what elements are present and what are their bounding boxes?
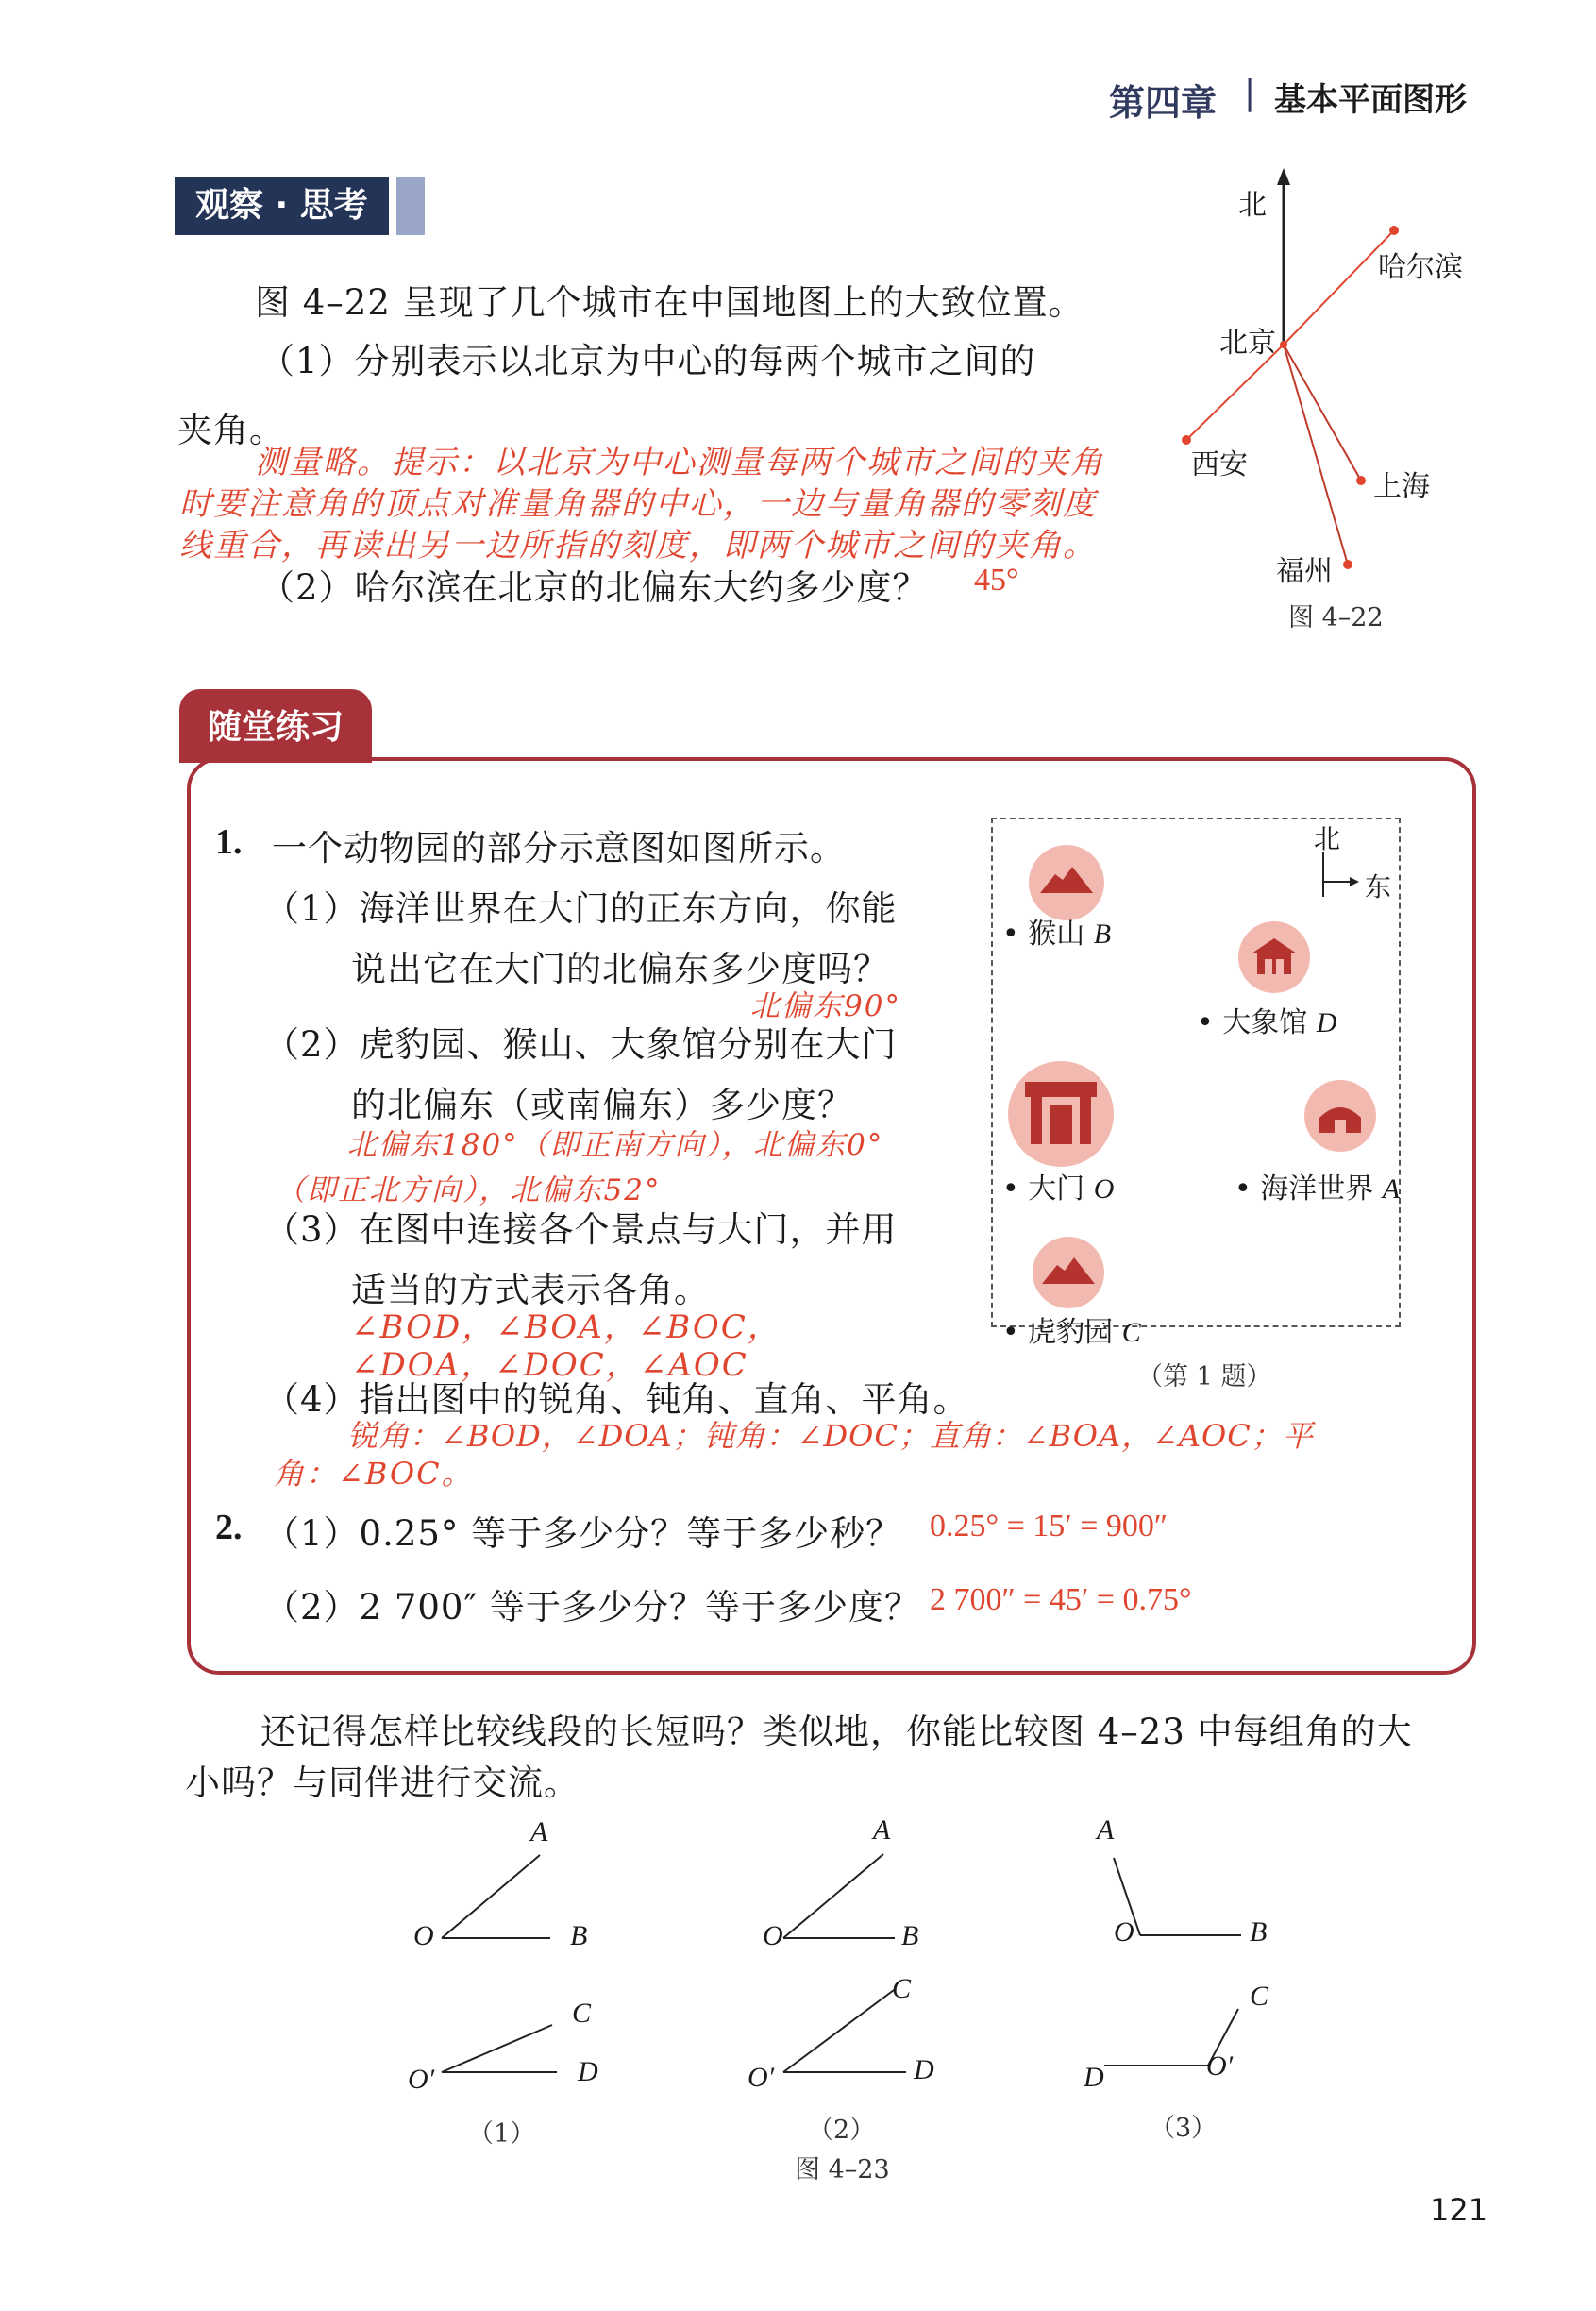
observe-q1-line2: 夹角。 — [177, 410, 285, 450]
problem-2-part2-answer: 2 700″ = 45′ = 0.75° — [930, 1582, 1192, 1617]
gate-name: • 大门 — [1002, 1172, 1094, 1206]
page-number: 121 — [1430, 2192, 1488, 2228]
elephant-house-letter: D — [1316, 1007, 1337, 1038]
map-north-label: 北 — [1238, 189, 1267, 222]
problem-1-part3-line1: （3）在图中连接各个景点与大门，并用 — [264, 1209, 898, 1250]
label-A-1: A — [530, 1816, 548, 1847]
problem-1-part1-line2: 说出它在大门的北偏东多少度吗？ — [351, 949, 889, 989]
header-separator: | — [1244, 74, 1256, 112]
problem-1-part4-answer-line1: 锐角：∠BOD，∠DOA；钝角：∠DOC；直角：∠BOA，∠AOC；平 — [347, 1418, 1314, 1454]
label-B-2: B — [901, 1920, 919, 1951]
map-xian-label: 西安 — [1191, 448, 1248, 481]
label-Oprime-2: O′ — [748, 2062, 775, 2093]
problem-1-part3-line2: 适当的方式表示各角。 — [351, 1270, 710, 1310]
harbin-dot — [1389, 226, 1399, 235]
label-D-2: D — [914, 2054, 934, 2085]
beijing-dot — [1280, 341, 1287, 348]
problem-1-part2-line2: 的北偏东（或南偏东）多少度？ — [351, 1085, 853, 1125]
problem-1-part4-answer-line2: 角：∠BOC。 — [274, 1456, 474, 1492]
angle-group-1-bottom — [442, 2025, 557, 2072]
label-O-3: O — [1114, 1916, 1134, 1948]
map-harbin-label: 哈尔滨 — [1378, 251, 1463, 284]
zoo-east-label: 东 — [1365, 871, 1392, 902]
label-B-1: B — [570, 1920, 588, 1951]
label-C-1: C — [572, 1998, 592, 2029]
observe-answer-1-line2: 时要注意角的顶点对准量角器的中心，一边与量角器的零刻度 — [179, 485, 1097, 523]
monkey-hill-letter: B — [1093, 919, 1112, 950]
angle-caption-2: （2） — [808, 2116, 876, 2145]
problem-1-part3-answer-line1: ∠BOD，∠BOA，∠BOC， — [351, 1308, 781, 1346]
tiger-garden-label — [1002, 1308, 1141, 1350]
problem-1-part3-answer-line2: ∠DOA，∠DOC，∠AOC — [351, 1346, 748, 1384]
label-A-3: A — [1097, 1814, 1115, 1846]
zoo-north-label: 北 — [1314, 823, 1341, 854]
map-fuzhou-label: 福州 — [1276, 555, 1333, 588]
observe-intro: 图 4–22 呈现了几个城市在中国地图上的大致位置。 — [255, 282, 1084, 323]
label-C-2: C — [892, 1973, 912, 2004]
angle-caption-3: （3） — [1150, 2114, 1218, 2143]
gate-building-icon — [1021, 1078, 1100, 1148]
problem-2-number: 2. — [215, 1508, 243, 1547]
city-map-figure — [1170, 160, 1510, 633]
label-O-1: O — [413, 1920, 434, 1951]
problem-1-part2-answer-line2: （即正北方向），北偏东52° — [276, 1173, 662, 1207]
observe-answer-1-line1: 测量略。提示：以北京为中心测量每两个城市之间的夹角 — [255, 444, 1104, 481]
tiger-garden-letter: C — [1121, 1317, 1141, 1348]
problem-1-number: 1. — [215, 822, 243, 862]
observe-q2: （2）哈尔滨在北京的北偏东大约多少度？ — [260, 567, 929, 608]
map-caption: 图 4–22 — [1288, 603, 1384, 633]
ocean-world-name: • 海洋世界 — [1235, 1172, 1383, 1206]
gate-label — [1002, 1165, 1114, 1206]
badge-tail — [396, 177, 425, 235]
problem-1-stem: 一个动物园的部分示意图如图所示。 — [272, 828, 846, 869]
problem-2-part1-answer: 0.25° = 15′ = 900″ — [930, 1509, 1168, 1543]
fuzhou-dot — [1343, 560, 1352, 569]
label-C-3: C — [1250, 1981, 1269, 2012]
label-O-2: O — [763, 1920, 783, 1951]
chapter-label: 第四章 — [1109, 82, 1218, 124]
angle-caption-1: （1） — [468, 2119, 536, 2149]
problem-1-part1-answer: 北偏东90° — [750, 989, 901, 1023]
observe-answer-2: 45° — [974, 563, 1019, 598]
dome-icon — [1314, 1095, 1367, 1137]
chapter-title: 基本平面图形 — [1274, 81, 1467, 119]
observe-think-badge: 观察 · 思考 — [175, 177, 389, 235]
mountain-icon — [1038, 1252, 1099, 1290]
angle-group-2-top — [783, 1854, 895, 1938]
ocean-world-label — [1235, 1165, 1400, 1206]
mountain-icon — [1036, 861, 1097, 899]
figure-4-23-caption: 图 4–23 — [795, 2155, 890, 2184]
compare-line1: 还记得怎样比较线段的长短吗？类似地，你能比较图 4–23 中每组角的大 — [260, 1712, 1413, 1752]
problem-2-part1: （1）0.25° 等于多少分？等于多少秒？ — [264, 1513, 902, 1554]
problem-1-part2-answer-line1: 北偏东180°（即正南方向），北偏东0° — [347, 1128, 884, 1162]
zoo-caption: （第 1 题） — [1137, 1362, 1272, 1392]
problem-1-part4: （4）指出图中的锐角、钝角、直角、平角。 — [264, 1379, 969, 1420]
north-arrow-icon — [1277, 168, 1290, 185]
label-B-3: B — [1250, 1916, 1268, 1948]
label-Oprime-3: O′ — [1206, 2050, 1234, 2082]
label-D-3: D — [1084, 2062, 1104, 2093]
problem-1-part1-line1: （1）海洋世界在大门的正东方向，你能 — [264, 888, 898, 929]
compare-line2: 小吗？与同伴进行交流。 — [185, 1763, 580, 1803]
elephant-house-label — [1197, 999, 1336, 1040]
label-D-1: D — [578, 2056, 598, 2087]
angle-group-2-bottom — [783, 1990, 906, 2072]
elephant-house-name: • 大象馆 — [1197, 1006, 1317, 1039]
compass-icon — [1310, 848, 1367, 904]
map-shanghai-label: 上海 — [1373, 470, 1430, 503]
label-A-2: A — [873, 1814, 891, 1846]
map-beijing-label: 北京 — [1219, 327, 1276, 360]
gate-letter: O — [1093, 1173, 1115, 1205]
ocean-world-letter: A — [1382, 1173, 1401, 1205]
shanghai-dot — [1356, 476, 1366, 485]
problem-1-part2-line1: （2）虎豹园、猴山、大象馆分别在大门 — [264, 1024, 898, 1065]
problem-2-part2: （2）2 700″ 等于多少分？等于多少度？ — [264, 1587, 921, 1628]
xian-dot — [1182, 435, 1191, 445]
label-Oprime-1: O′ — [408, 2064, 435, 2095]
house-icon — [1248, 935, 1301, 978]
monkey-hill-label — [1002, 910, 1111, 952]
observe-answer-1-line3: 线重合，再读出另一边所指的刻度，即两个城市之间的夹角。 — [179, 527, 1097, 565]
practice-badge: 随堂练习 — [179, 689, 372, 763]
monkey-hill-name: • 猴山 — [1002, 918, 1094, 951]
observe-q1-line1: （1）分别表示以北京为中心的每两个城市之间的 — [260, 341, 1036, 381]
angle-group-1-top — [442, 1855, 550, 1938]
tiger-garden-name: • 虎豹园 — [1002, 1316, 1122, 1349]
